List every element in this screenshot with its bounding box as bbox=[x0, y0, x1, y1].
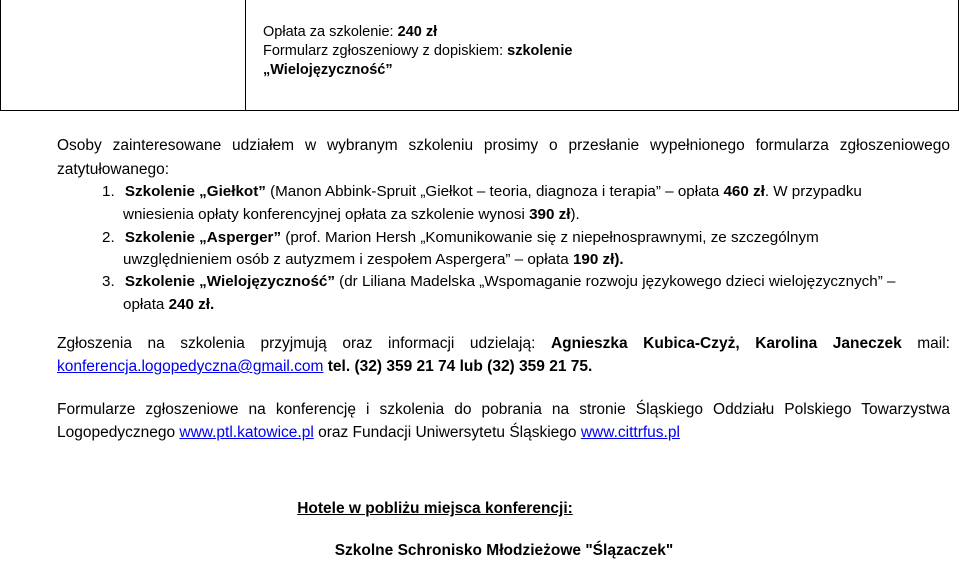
contact-names: Agnieszka Kubica-Czyż, Karolina Janeczek bbox=[550, 335, 902, 352]
hotel-item: Szkolne Schronisko Młodzieżowe "Ślązaczek" bbox=[334, 542, 674, 559]
forms-line-1: Formularze zgłoszeniowe na konferencję i szkolenia do pobrania na stronie Śląskiego Oddziału Polskiego Towarzystwa bbox=[57, 401, 950, 418]
email-link[interactable]: konferencja.logopedyczna@gmail.com bbox=[57, 358, 324, 375]
hotels-heading: Hotele w pobliżu miejsca konferencji: bbox=[297, 500, 573, 517]
item-2-title: Szkolenie „Asperger” bbox=[124, 229, 282, 246]
list-item-1-line-1: 1. Szkolenie „Giełkot” (Manon Abbink-Spruit „Giełkot – teoria, diagnoza i terapia” – opłata 460 zł. W przypadku bbox=[102, 183, 862, 200]
contact-line-2: konferencja.logopedyczna@gmail.com tel. (32) 359 21 74 lub (32) 359 21 75. bbox=[57, 358, 593, 375]
intro-line-1: Osoby zainteresowane udziałem w wybranym szkoleniu prosimy o przesłanie wypełnionego formularza zgłoszeniowego bbox=[57, 137, 950, 154]
list-item-2-line-1: 2. Szkolenie „Asperger” (prof. Marion Hersh „Komunikowanie się z niepełnosprawnymi, ze szczególnym bbox=[102, 229, 819, 246]
fee-line: Opłata za szkolenie: 240 zł bbox=[263, 24, 438, 40]
left-empty-cell bbox=[0, 0, 246, 111]
cittrfus-website-link[interactable]: www.cittrfus.pl bbox=[580, 424, 680, 441]
contact-line-1: Zgłoszenia na szkolenia przyjmują oraz informacji udzielają: Agnieszka Kubica-Czyż, Karolina Janeczek mail: bbox=[57, 335, 950, 352]
list-item-2-line-2: uwzględnieniem osób z autyzmem i zespołem Aspergera” – opłata 190 zł). bbox=[123, 251, 624, 268]
form-label-line: Formularz zgłoszeniowy z dopiskiem: szkolenie bbox=[263, 43, 573, 59]
list-item-3-line-1: 3. Szkolenie „Wielojęzyczność” (dr Liliana Madelska „Wspomaganie rozwoju językowego dzieci wielojęzycznych” – bbox=[102, 273, 896, 290]
item-3-title: Szkolenie „Wielojęzyczność” bbox=[124, 273, 335, 290]
list-item-3-line-2: opłata 240 zł. bbox=[123, 296, 215, 313]
form-label-line-2: „Wielojęzyczność” bbox=[263, 62, 393, 78]
item-1-title: Szkolenie „Giełkot” bbox=[124, 183, 266, 200]
forms-line-2: Logopedycznego www.ptl.katowice.pl oraz Fundacji Uniwersytetu Śląskiego www.cittrfus.pl bbox=[57, 424, 680, 441]
fee-value: 240 zł bbox=[397, 24, 438, 40]
ptl-website-link[interactable]: www.ptl.katowice.pl bbox=[179, 424, 314, 441]
intro-line-2: zatytułowanego: bbox=[57, 161, 170, 178]
list-item-1-line-2: wniesienia opłaty konferencyjnej opłata za szkolenie wynosi 390 zł). bbox=[123, 206, 580, 223]
form-label-value: szkolenie bbox=[507, 43, 573, 59]
